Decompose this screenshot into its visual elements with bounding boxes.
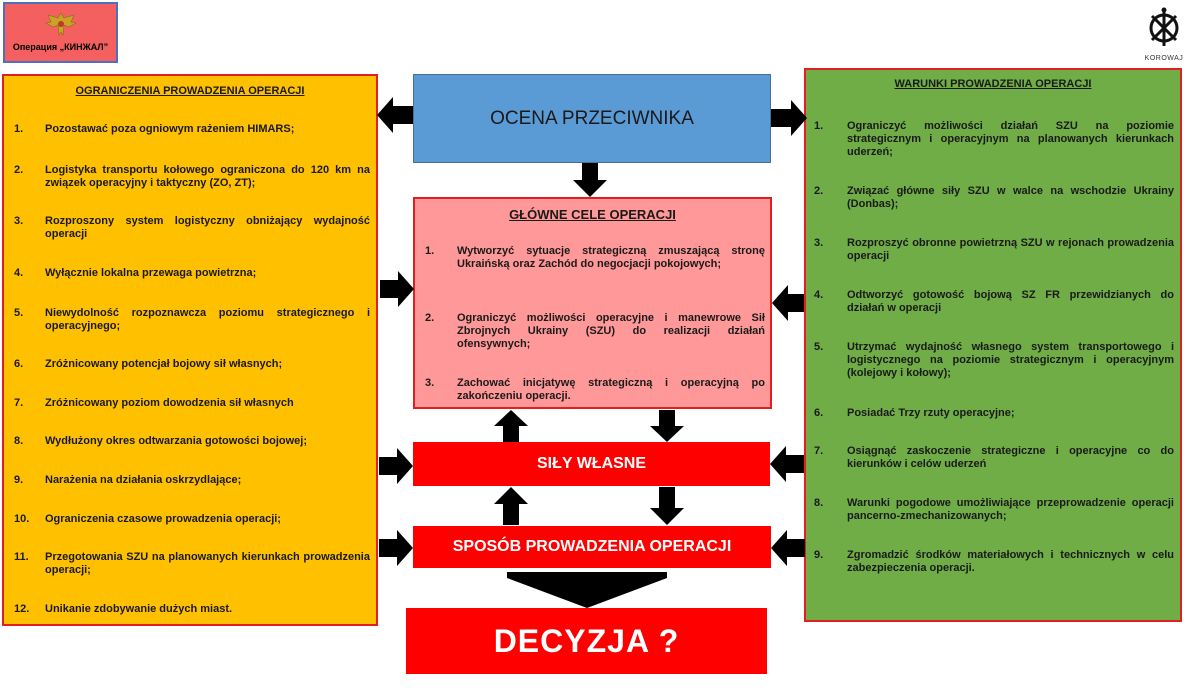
korowaj-logo-icon [1144,6,1184,48]
logo-text: KOROWAJ [1144,55,1184,62]
arrow-down-icon [573,163,607,197]
arrow-left-icon [771,530,805,566]
conditions-title: WARUNKI PROWADZENIA OPERACJI [894,78,1092,90]
decision-box: DECYZJA ? [406,608,767,674]
arrow-up-icon [494,487,528,525]
big-arrow-down-icon [507,572,667,608]
constraints-panel: OGRANICZENIA PROWADZENIA OPERACJI 1. Pozostawać poza ogniowym rażeniem HIMARS; 2. Logistyka transportu kołowego ograniczona do 120 km na związek operacyjny i taktyczny (ZO, ZT); 3. Rozproszony system logistyczny obniżający wydajność operacji 4. Wyłącznie lokalna przewaga powietrzna; 5. Niewydolność rozpoznawcza poziomu strategicznego i operacyjnego; 6. Zróżnicowany potencjał bojowy sił własnych; 7. Zróżnicowany poziom dowodzenia sił własnych 8. Wydłużony okres odtwarzania gotowości bojowej; 9. Narażenia na działania oskrzydlające; 10. Ograniczenia czasowe prowadzenia operacji; 11. Przegotowania SZU na planowanych kierunkach prowadzenia operacji; 12. Unikanie zdobywanie dużych miast. [2,74,378,626]
arrow-right-icon [379,448,413,484]
constraints-title: OGRANICZENIA PROWADZENIA OPERACJI [75,85,305,97]
main-goals-box: GŁÓWNE CELE OPERACJI 1. Wytworzyć sytuacje strategiczną zmuszającą stronę Ukraińską oraz Zachód do negocjacji pokojowych; 2. Ograniczyć możliwości operacyjne i manewrowe Sił Zbrojnych Ukrainy (SZU) do realizacji działań ofensywnych; 3. Zachować inicjatywę strategiczną i operacyjną po zakończeniu operacji. [413,197,772,409]
main-goals-title: GŁÓWNE CELE OPERACJI [509,207,676,222]
arrow-left-icon [772,285,804,321]
operation-badge [3,2,118,63]
arrow-down-icon [650,410,684,442]
conditions-panel: WARUNKI PROWADZENIA OPERACJI 1. Ograniczyć możliwości działań SZU na poziomie strategicznym i operacyjnym na planowanych kierunkach uderzeń; 2. Związać główne siły SZU w walce na wschodzie Ukrainy (Donbas); 3. Rozproszyć obronne powietrzną SZU w rejonach prowadzenia operacji 4. Odtworzyć gotowość bojową SZ FR przewidzianych do działań w operacji 5. Utrzymać wydajność własnego system transportowego i logistycznego na poziomie strategicznym i operacyjnym (kolejowy i kołowy); 6. Posiadać Trzy rzuty operacyjne; 7. Osiągnąć zaskoczenie strategiczne i operacyjne co do kierunków i celów uderzeń 8. Warunki pogodowe umożliwiające przeprowadzenie operacji pancerno-zmechanizowanych; 9. Zgromadzić środków materiałowych i technicznych w celu zabezpieczenia operacji. [804,68,1182,622]
arrow-right-icon [379,530,413,566]
korowaj-logo [1136,6,1192,64]
operation-method-box: SPOSÓB PROWADZENIA OPERACJI [413,526,771,568]
enemy-assessment-box: OCENA PRZECIWNIKA [413,74,771,163]
operation-name: Операция „КИНЖАЛ” [12,42,109,52]
arrow-right-icon [380,271,414,307]
arrow-left-icon [377,97,413,133]
arrow-up-icon [494,410,528,442]
arrow-down-icon [650,487,684,525]
arrow-left-icon [770,446,804,482]
double-eagle-emblem-icon [5,10,116,43]
own-forces-box: SIŁY WŁASNE [413,442,770,486]
arrow-right-icon [771,100,807,136]
